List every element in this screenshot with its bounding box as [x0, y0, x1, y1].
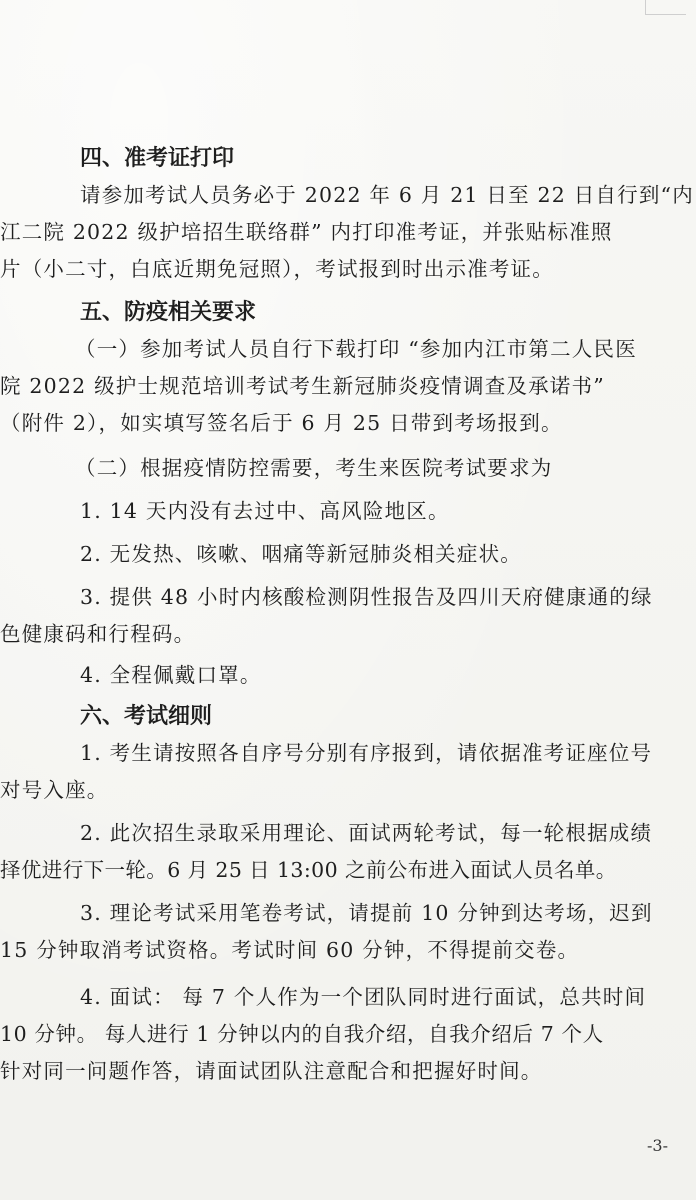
section-5-p1-line-1: （一）参加考试人员自行下载打印 “参加内江市第二人民医 — [75, 337, 637, 361]
section-5-item-4-text: 4. 全程佩戴口罩。 — [80, 663, 262, 687]
section-5-item-3-line-2: 色健康码和行程码。 — [0, 622, 196, 646]
section-5-paragraph-2 — [75, 450, 666, 487]
section-5-heading: 五、防疫相关要求 — [80, 300, 257, 325]
section-5-p2-line: （二）根据疫情防控需要，考生来医院考试要求为 — [75, 456, 553, 480]
section-5-item-1 — [80, 493, 666, 530]
section-6-rule-4-line-3: 针对同一问题作答，请面试团队注意配合和把握好时间。 — [0, 1059, 543, 1083]
section-5-item-4 — [80, 657, 666, 694]
section-4-line-3: 片（小二寸，白底近期免冠照），考试报到时出示准考证。 — [0, 257, 554, 281]
section-5-paragraph-1 — [0, 331, 666, 442]
section-5-item-2-text: 2. 无发热、咳嗽、咽痛等新冠肺炎相关症状。 — [80, 542, 522, 566]
section-5-p1-line-2: 院 2022 级护士规范培训考试考生新冠肺炎疫情调查及承诺书” — [0, 374, 605, 398]
page-corner-mark — [645, 0, 686, 15]
section-5-item-3-line-1: 3. 提供 48 小时内核酸检测阴性报告及四川天府健康通的绿 — [80, 585, 653, 609]
section-6-rule-3-line-2: 15 分钟取消考试资格。考试时间 60 分钟，不得提前交卷。 — [0, 938, 580, 962]
document-body — [0, 140, 694, 1090]
page-number: -3- — [647, 1136, 668, 1155]
section-5-item-3 — [0, 579, 666, 653]
section-6-rule-3 — [0, 895, 666, 969]
section-6-rule-1-line-2: 对号入座。 — [0, 778, 109, 802]
section-6-rule-1 — [0, 735, 666, 809]
section-5-p1-line-3: （附件 2），如实填写签名后于 6 月 25 日带到考场报到。 — [0, 411, 563, 435]
section-6-rule-2-line-1: 2. 此次招生录取采用理论、面试两轮考试，每一轮根据成绩 — [80, 821, 653, 845]
section-6-heading: 六、考试细则 — [80, 704, 213, 729]
section-4-line-2: 江二院 2022 级护培招生联络群” 内打印准考证，并张贴标准照 — [0, 220, 613, 244]
section-5-item-1-text: 1. 14 天内没有去过中、高风险地区。 — [80, 499, 450, 523]
section-4-paragraph — [0, 177, 694, 288]
section-6-rule-4-line-1: 4. 面试： 每 7 个人作为一个团队同时进行面试，总共时间 — [80, 985, 647, 1009]
section-6-rule-2-line-2: 择优进行下一轮。6 月 25 日 13:00 之前公布进入面试人员名单。 — [0, 858, 617, 882]
section-4-line-1: 请参加考试人员务必于 2022 年 6 月 21 日至 22 日自行到“内 — [80, 183, 694, 207]
section-5-item-2 — [80, 536, 666, 573]
section-6-rule-4-line-2: 10 分钟。 每人进行 1 分钟以内的自我介绍，自我介绍后 7 个人 — [0, 1022, 604, 1046]
section-4-heading: 四、准考证打印 — [80, 146, 235, 171]
section-6-rule-1-line-1: 1. 考生请按照各自序号分别有序报到，请依据准考证座位号 — [80, 741, 653, 765]
section-6-rule-4 — [0, 979, 666, 1090]
section-6-rule-3-line-1: 3. 理论考试采用笔卷考试，请提前 10 分钟到达考场，迟到 — [80, 901, 653, 925]
section-6-rule-2 — [0, 815, 666, 889]
